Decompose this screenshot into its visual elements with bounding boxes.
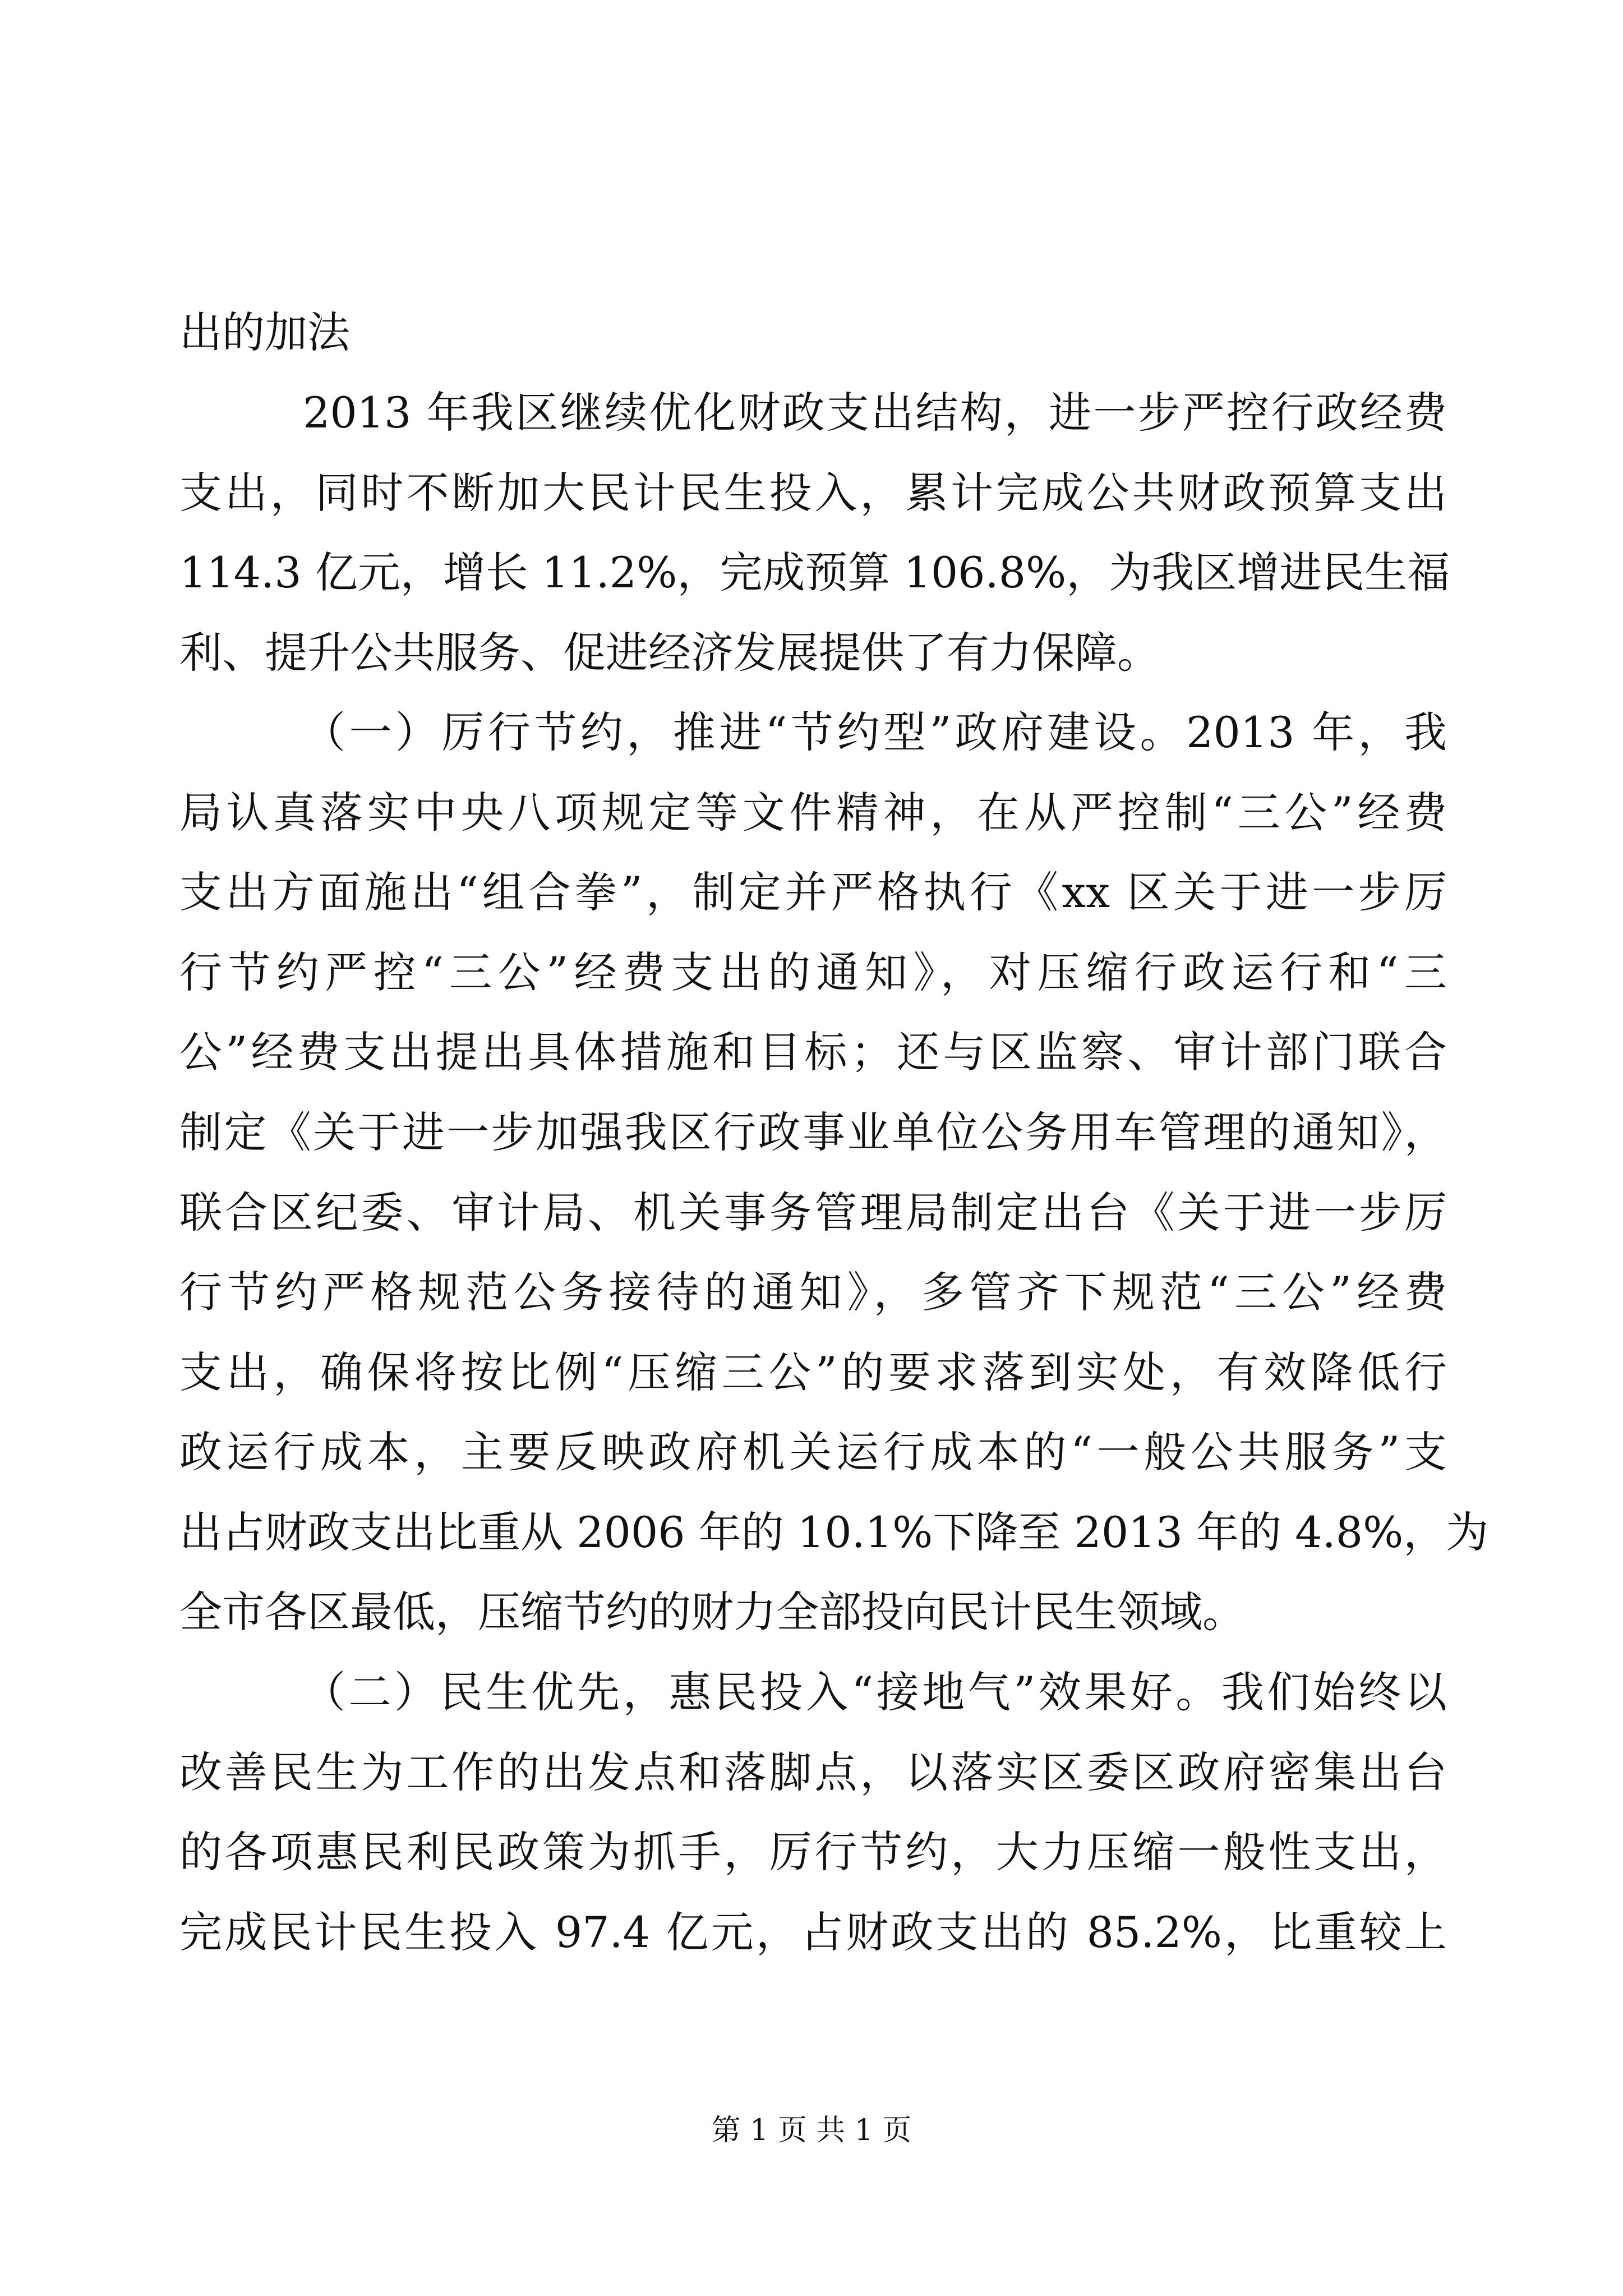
page-footer: 第 1 页 共 1 页 [711,2114,912,2147]
paragraph-first-line: （一）厉行节约，推进“节约型”政府建设。2013 年，我 [303,707,1447,757]
text-line: 支出方面施出“组合拳”，制定并严格执行《xx 区关于进一步厉 [179,867,1447,917]
text-line: 全市各区最低，压缩节约的财力全部投向民计民生领域。 [179,1587,1245,1637]
text-line: 出的加法 [179,307,350,357]
text-line: 114.3 亿元，增长 11.2%，完成预算 106.8%，为我区增进民生福 [179,547,1450,597]
text-line: 行节约严控“三公”经费支出的通知》，对压缩行政运行和“三 [179,947,1447,997]
text-line: 公”经费支出提出具体措施和目标；还与区监察、审计部门联合 [179,1027,1447,1077]
text-line: 完成民计民生投入 97.4 亿元，占财政支出的 85.2%，比重较上 [179,1907,1447,1957]
text-line: 行节约严格规范公务接待的通知》，多管齐下规范“三公”经费 [179,1267,1447,1317]
text-line: 局认真落实中央八项规定等文件精神，在从严控制“三公”经费 [179,788,1447,838]
text-line: 改善民生为工作的出发点和落脚点，以落实区委区政府密集出台 [179,1747,1447,1797]
paragraph-first-line: 2013 年我区继续优化财政支出结构，进一步严控行政经费 [303,388,1447,438]
paragraph-first-line: （二）民生优先，惠民投入“接地气”效果好。我们始终以 [303,1667,1447,1717]
text-line: 支出，确保将按比例“压缩三公”的要求落到实处，有效降低行 [179,1347,1447,1397]
text-line: 利、提升公共服务、促进经济发展提供了有力保障。 [179,628,1160,678]
text-line: 政运行成本，主要反映政府机关运行成本的“一般公共服务”支 [179,1427,1447,1477]
text-line: 支出，同时不断加大民计民生投入，累计完成公共财政预算支出 [179,468,1447,518]
text-line: 制定《关于进一步加强我区行政事业单位公务用车管理的通知》， [179,1107,1447,1157]
text-line: 联合区纪委、审计局、机关事务管理局制定出台《关于进一步厉 [179,1188,1447,1237]
text-line: 出占财政支出比重从 2006 年的 10.1%下降至 2013 年的 4.8%，为 [179,1507,1489,1557]
text-line: 的各项惠民利民政策为抓手，厉行节约，大力压缩一般性支出， [179,1827,1447,1877]
